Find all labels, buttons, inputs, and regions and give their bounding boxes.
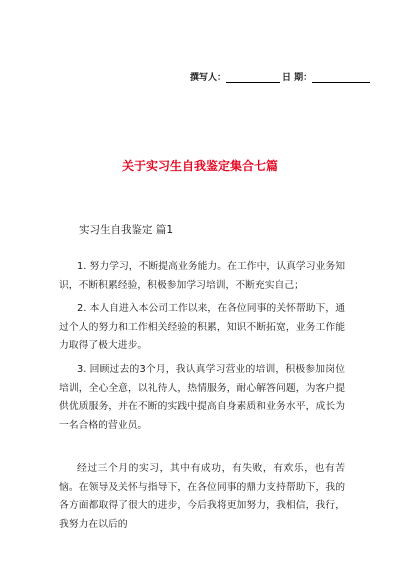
paragraph-2: 2. 本人自进入本公司工作以来，在各位同事的关怀帮助下，通过个人的努力和工作相关经验的积累，知识不断拓宽，业务工作能力取得了极大进步。 bbox=[59, 303, 345, 351]
paragraph-3: 3. 回顾过去的3个月，我认真学习营业的培训，积极参加岗位培训，全心全意，以礼待人，热情服务，耐心解答问题，为客户提供优质服务，并在不断的实践中提高自身素质和业务水平，成长为一名合格的营业员。 bbox=[59, 364, 345, 431]
date-blank bbox=[312, 73, 370, 83]
author-label: 撰写人： bbox=[190, 73, 227, 83]
section-title: 实习生自我鉴定 篇1 bbox=[79, 224, 174, 236]
date-label: 日 期： bbox=[282, 73, 313, 83]
paragraph-1: 1. 努力学习，不断提高业务能力。在工作中，认真学习业务知识，不断积累经验，积极参加学习培训，不断充实自己； bbox=[59, 261, 345, 291]
paragraph-4: 经过三个月的实习，其中有成功，有失败，有欢乐，也有苦恼。在领导及关怀与指导下，在各位同事的鼎力支持帮助下，我的各方面都取得了很大的进步，今后我将更加努力，我相信，我行，我努力在以后的 bbox=[59, 463, 345, 530]
author-date-line bbox=[190, 70, 370, 83]
author-blank bbox=[226, 73, 280, 83]
document-title: 关于实习生自我鉴定集合七篇 bbox=[121, 159, 278, 173]
